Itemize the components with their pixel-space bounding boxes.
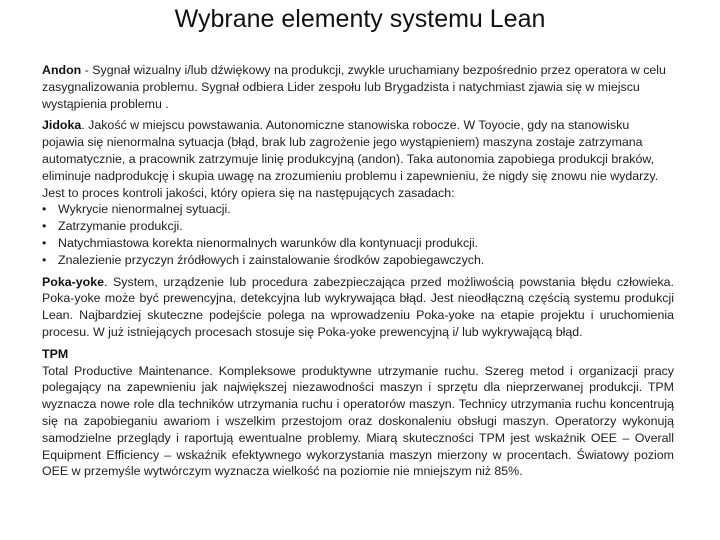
jidoka-text: . Jakość w miejscu powstawania. Autonomiczne stanowiska robocze. W Toyocie, gdy na stanowisku pojawia się nienormalna sytuacja (błąd, brak lub zagrożenie jego wystąpieniem) maszyna zostaje zatrzymana automatycznie, a pracownik zatrzymuje linię produkcyjną (andon). Taka autonomia zapobiega produkcji braków, eliminuje nadprodukcję i skupia uwagę na zrozumieniu problemu i zapewnieniu, że nigdy się znowu nie wydarzy. Jest to proces kontroli jakości, który opiera się na następujących zasadach:	[42, 118, 659, 200]
tpm-text: Total Productive Maintenance. Kompleksowe produktywne utrzymanie ruchu. Szereg metod i organizacji pracy polegający na zapewnieniu jak największej niezawodności maszyn i sprzętu dla nieprzerwanej produkcji. TPM wyznacza nowe role dla techników utrzymania ruchu i operatorów maszyn. Technicy utrzymania ruchu koncentrują się na zapobieganiu awariom i wszelkim przestojom oraz doskonaleniu obsługi maszyn. Operatorzy wykonują samodzielne przeglądy i raportują ewentualne problemy. Miarą skuteczności TPM jest wskaźnik OEE – Overall Equipment Efficiency – wskaźnik efektywnego wykorzystania maszyn mierzony w procentach. Światowy poziom OEE w przemyśle wytwórczym wyznacza wielkość na poziomie nie mniejszym niż 85%.	[42, 363, 674, 479]
andon-text: - Sygnał wizualny i/lub dźwiękowy na produkcji, zwykle uruchamiany bezpośrednio przez operatora w celu zasygnalizowania problemu. Sygnał odbiera Lider zespołu lub Brygadzista i natychmiast zjawia się w miejscu wystąpienia problemu .	[42, 63, 666, 111]
list-item: • Natychmiastowa korekta nienormalnych warunków dla kontynuacji produkcji.	[42, 235, 674, 252]
slide-content	[42, 62, 674, 485]
andon-term: Andon	[42, 63, 82, 77]
tpm-section	[42, 346, 674, 480]
andon-paragraph	[42, 62, 674, 112]
pokayoke-term: Poka-yoke	[42, 274, 104, 289]
page-title: Wybrane elementy systemu Lean	[174, 5, 546, 33]
jidoka-paragraph	[42, 117, 674, 268]
jidoka-term: Jidoka	[42, 118, 82, 133]
list-item: • Wykrycie nienormalnej sytuacji.	[42, 201, 674, 218]
jidoka-bullet-list	[42, 201, 674, 268]
tpm-heading: TPM	[42, 346, 69, 361]
pokayoke-text: . System, urządzenie lub procedura zabezpieczająca przed możliwością powstania błędu człowieka. Poka-yoke może być prewencyjna, detekcyjna lub wykrywająca błąd. Jest nieodłączną częścią systemu produkcji Lean. Najbardziej skuteczne podejście polega na wprowadzeniu Poka-yoke na etapie projektu i uruchomienia procesu. W już istniejących procesach stosuje się Poka-yoke prewencyjną i/ lub wykrywającą błąd.	[42, 274, 674, 339]
list-item: • Znalezienie przyczyn źródłowych i zainstalowanie środków zapobiegawczych.	[42, 252, 674, 269]
list-item: • Zatrzymanie produkcji.	[42, 218, 674, 235]
pokayoke-paragraph	[42, 274, 674, 341]
